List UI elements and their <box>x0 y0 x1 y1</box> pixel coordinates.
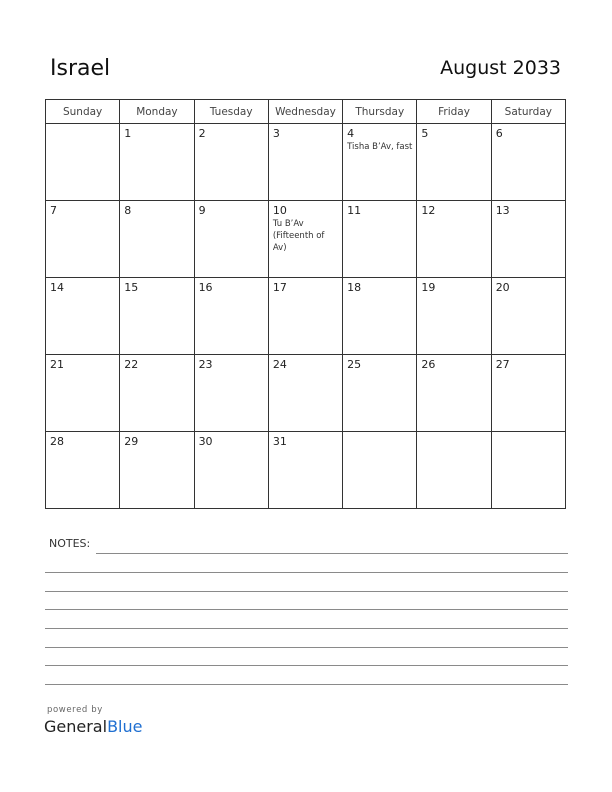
day-cell <box>491 124 565 201</box>
day-cell <box>343 432 417 509</box>
note-line <box>45 665 568 666</box>
country-title: Israel <box>50 56 111 81</box>
day-cell <box>120 201 194 278</box>
brand-general: General <box>44 717 108 736</box>
day-number: 13 <box>495 204 510 217</box>
day-number: 5 <box>421 127 429 140</box>
day-cell <box>417 355 491 432</box>
day-cell <box>194 355 268 432</box>
day-cell <box>194 124 268 201</box>
day-number: 31 <box>272 435 287 448</box>
day-number: 22 <box>124 358 139 371</box>
day-cell <box>491 201 565 278</box>
day-cell <box>268 432 342 509</box>
day-cell <box>46 201 120 278</box>
day-number: 14 <box>50 281 64 294</box>
day-cell <box>268 124 342 201</box>
day-number: 27 <box>495 358 510 371</box>
week-row <box>46 201 566 278</box>
brand-blue: Blue <box>107 717 143 736</box>
day-cell <box>120 124 194 201</box>
day-cell <box>343 278 417 355</box>
day-cell <box>268 355 342 432</box>
day-number: 21 <box>50 358 64 371</box>
day-cell <box>417 432 491 509</box>
day-cell <box>120 355 194 432</box>
day-number: 29 <box>124 435 139 448</box>
day-number: 23 <box>198 358 213 371</box>
brand-logo <box>44 717 142 736</box>
note-line <box>96 553 568 554</box>
day-number: 30 <box>198 435 213 448</box>
week-row <box>46 124 566 201</box>
note-line <box>45 628 568 629</box>
day-cell <box>491 278 565 355</box>
month-year-title: August 2033 <box>440 57 561 79</box>
note-line <box>45 647 568 648</box>
weekday-header: Thursday <box>343 100 417 124</box>
day-cell <box>46 355 120 432</box>
day-number: 28 <box>50 435 64 448</box>
day-number: 25 <box>347 358 362 371</box>
day-number: 9 <box>198 204 206 217</box>
day-cell <box>343 355 417 432</box>
day-number: 26 <box>421 358 436 371</box>
weekday-header: Monday <box>120 100 194 124</box>
notes-label: NOTES: <box>49 537 91 550</box>
day-cell <box>417 124 491 201</box>
day-number: 4 <box>347 127 355 140</box>
week-row <box>46 355 566 432</box>
note-line <box>45 609 568 610</box>
day-cell <box>120 278 194 355</box>
day-cell <box>491 355 565 432</box>
day-cell <box>343 201 417 278</box>
day-number: 6 <box>495 127 503 140</box>
weekday-header: Tuesday <box>194 100 268 124</box>
day-number: 10 <box>272 204 287 217</box>
day-cell <box>491 432 565 509</box>
day-cell <box>417 201 491 278</box>
note-line <box>45 572 568 573</box>
day-cell <box>46 432 120 509</box>
day-cell <box>46 124 120 201</box>
note-line <box>45 684 568 685</box>
day-number: 20 <box>495 281 510 294</box>
day-number: 11 <box>347 204 362 217</box>
day-cell <box>46 278 120 355</box>
day-number: 8 <box>124 204 132 217</box>
day-number: 7 <box>50 204 57 217</box>
day-cell <box>268 201 342 278</box>
holiday-label: Tisha B’Av, fast <box>347 142 413 152</box>
week-row <box>46 432 566 509</box>
day-number: 16 <box>198 281 213 294</box>
weekday-header: Wednesday <box>268 100 342 124</box>
day-number: 24 <box>272 358 287 371</box>
weekday-header: Friday <box>417 100 491 124</box>
week-row <box>46 278 566 355</box>
day-cell <box>417 278 491 355</box>
weekday-header: Sunday <box>46 100 120 124</box>
day-number: 12 <box>421 204 436 217</box>
day-number: 18 <box>347 281 362 294</box>
day-cell <box>120 432 194 509</box>
day-number: 1 <box>124 127 132 140</box>
holiday-label: Tu B’Av (Fifteenth of Av) <box>272 219 325 253</box>
day-number: 17 <box>272 281 287 294</box>
calendar-grid <box>45 99 566 509</box>
day-number: 15 <box>124 281 139 294</box>
day-cell <box>194 278 268 355</box>
day-number: 2 <box>198 127 206 140</box>
day-cell <box>194 201 268 278</box>
day-number: 3 <box>272 127 280 140</box>
day-cell <box>343 124 417 201</box>
powered-by-text: powered by <box>47 705 103 715</box>
weekday-header-row <box>46 100 566 124</box>
weekday-header: Saturday <box>491 100 565 124</box>
day-cell <box>194 432 268 509</box>
day-cell <box>268 278 342 355</box>
note-line <box>45 591 568 592</box>
day-number: 19 <box>421 281 436 294</box>
